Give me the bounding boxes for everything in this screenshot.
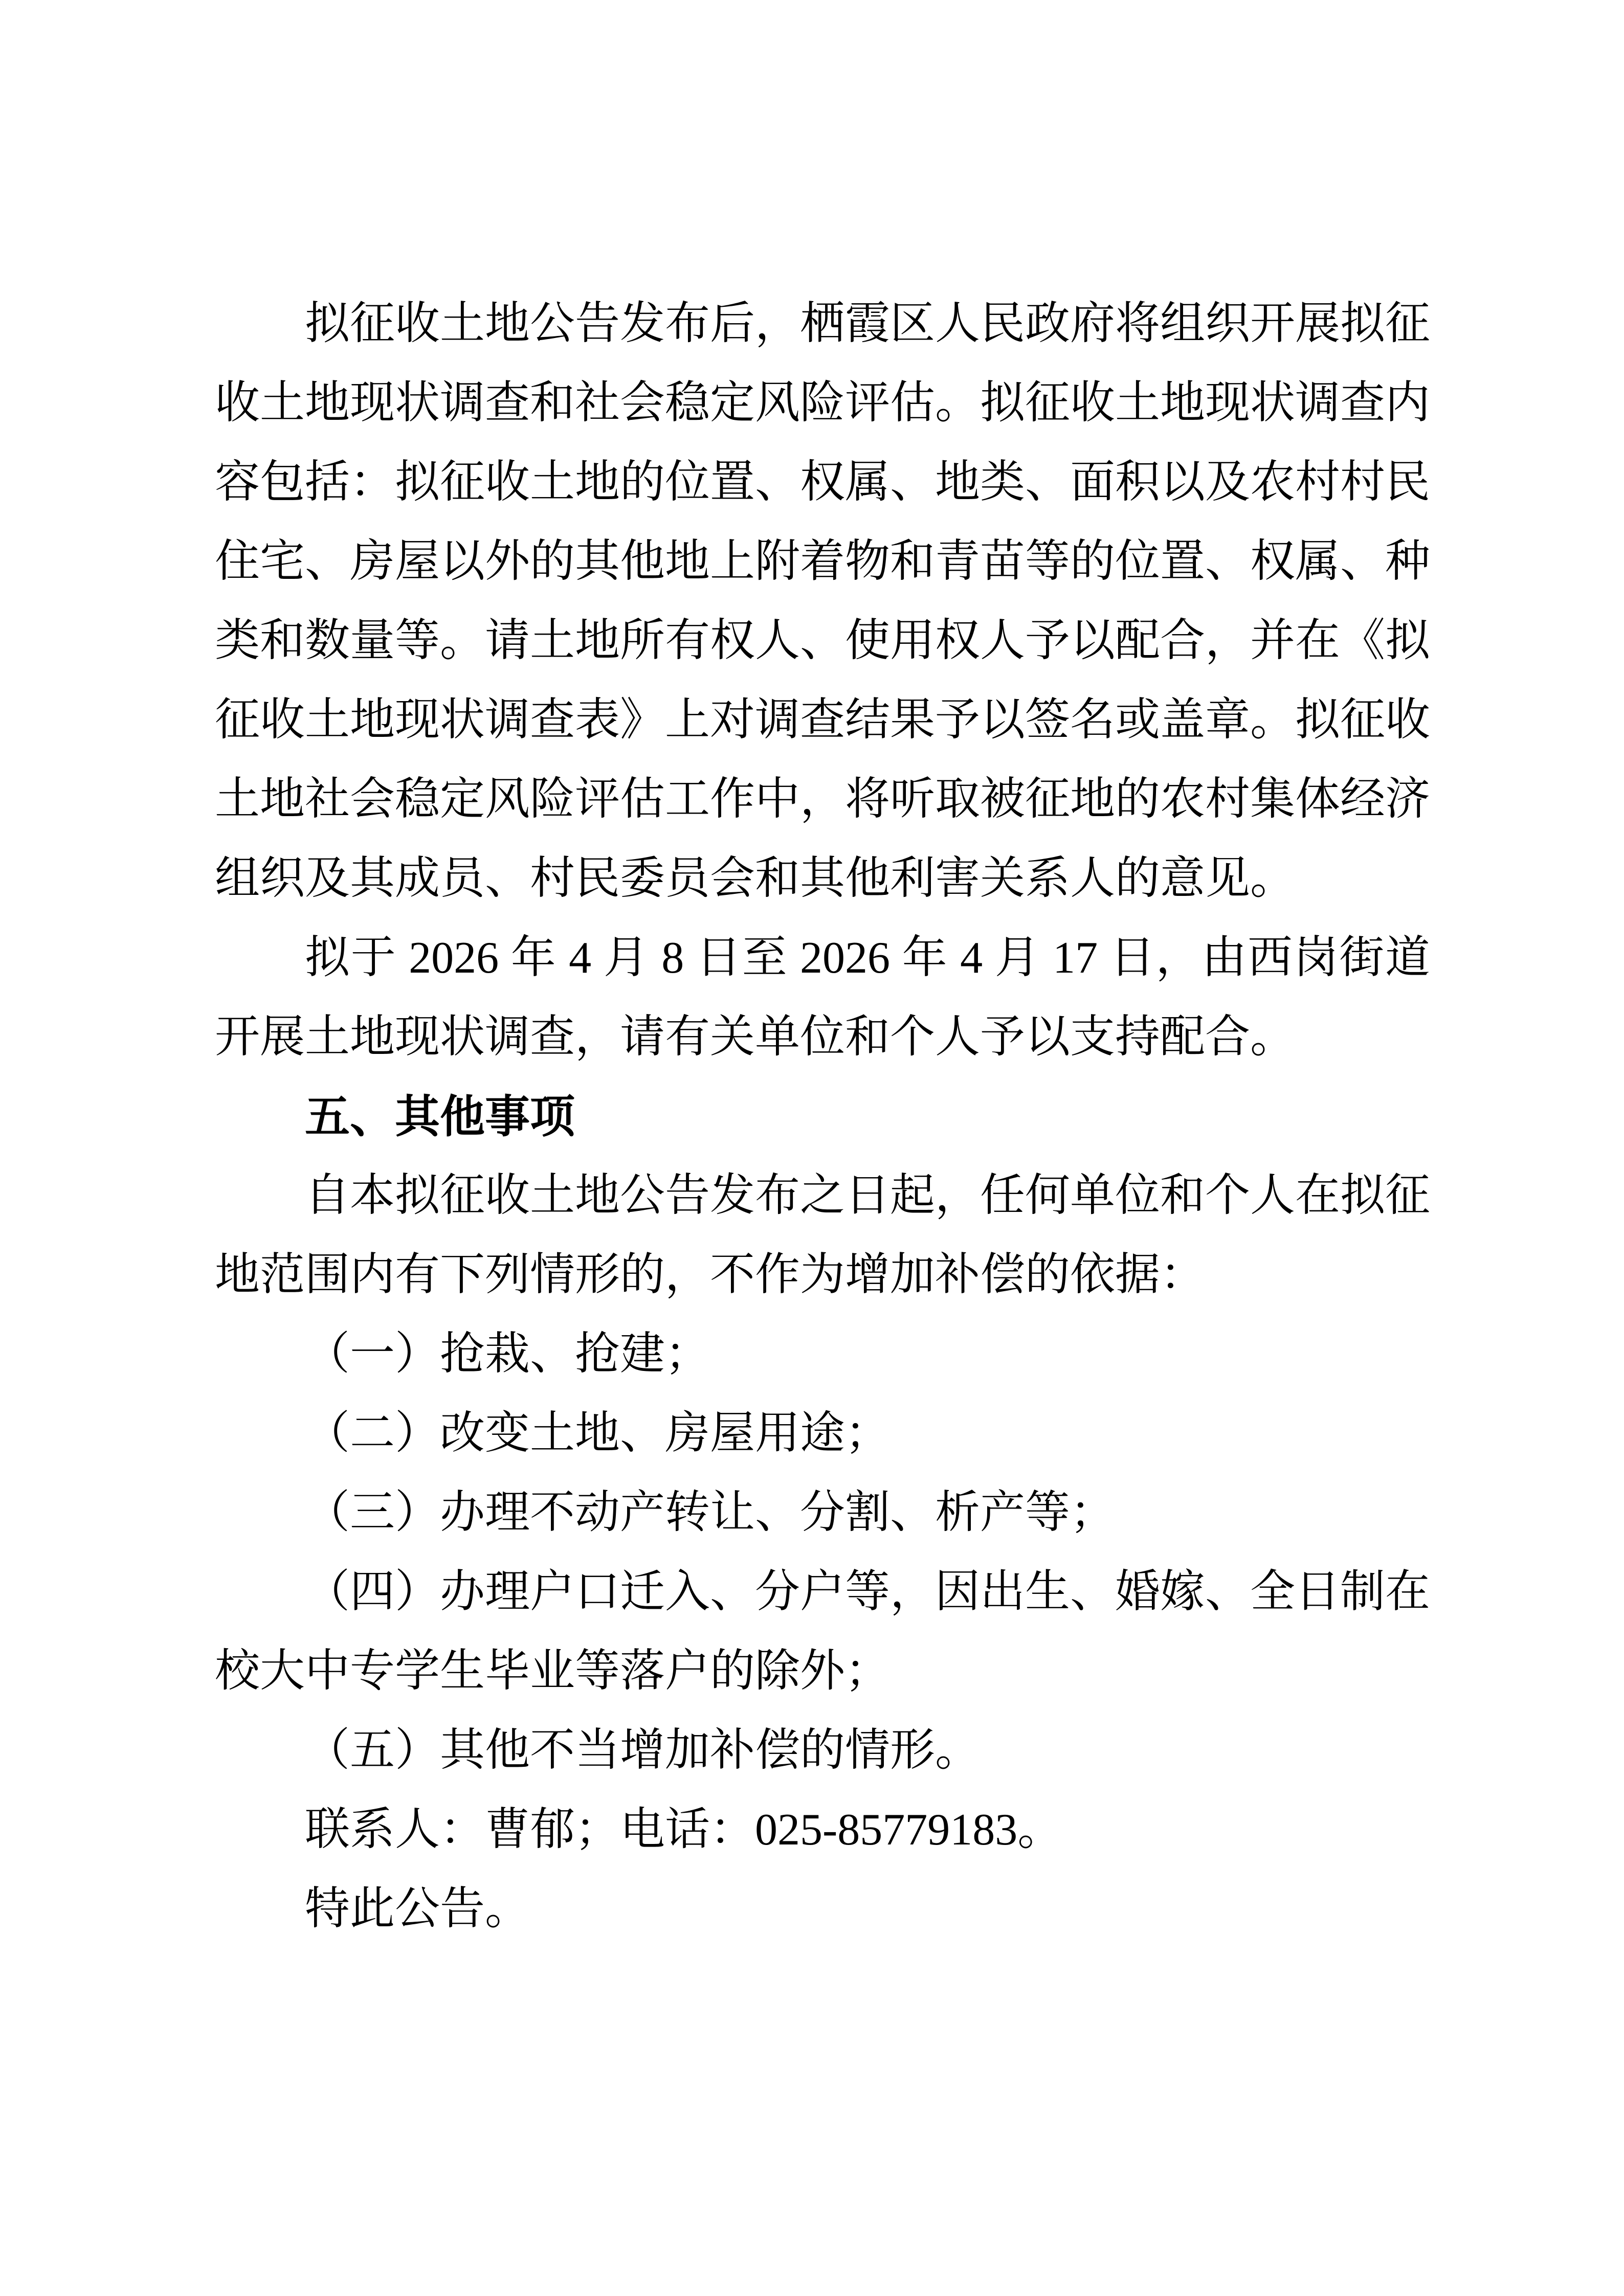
list-item-2: （二）改变土地、房屋用途； (305, 1409, 891, 1458)
section-heading-other-matters: 五、其他事项 (305, 1091, 575, 1142)
list-item-5: （五）其他不当增加补偿的情形。 (305, 1726, 981, 1775)
list-item-4: （四）办理户口迁入、分户等，因出生、婚嫁、全日制在校大中专学生毕业等落户的除外； (215, 1567, 1431, 1696)
paragraph-survey-notice: 拟征收土地公告发布后，栖霞区人民政府将组织开展拟征收土地现状调查和社会稳定风险评估。拟征收土地现状调查内容包括：拟征收土地的位置、权属、地类、面积以及农村村民住宅、房屋以外的其他地上附着物和青苗等的位置、权属、种类和数量等。请土地所有权人、使用权人予以配合，并在《拟征收土地现状调查表》上对调查结果予以签名或盖章。拟征收土地社会稳定风险评估工作中，将听取被征地的农村集体经济组织及其成员、村民委员会和其他利害关系人的意见。 (215, 299, 1431, 904)
paragraph-other-matters-intro: 自本拟征收土地公告发布之日起，任何单位和个人在拟征地范围内有下列情形的，不作为增加补偿的依据： (215, 1171, 1431, 1300)
list-item-3: （三）办理不动产转让、分割、析产等； (305, 1488, 1116, 1538)
list-item-1: （一）抢栽、抢建； (305, 1330, 710, 1379)
document-body (215, 284, 1430, 1949)
closing-line: 特此公告。 (305, 1884, 530, 1934)
paragraph-survey-schedule: 拟于 2026 年 4 月 8 日至 2026 年 4 月 17 日，由西岗街道开展土地现状调查，请有关单位和个人予以支持配合。 (215, 933, 1430, 1062)
contact-line: 联系人：曹郁；电话：025-85779183。 (305, 1805, 1063, 1855)
